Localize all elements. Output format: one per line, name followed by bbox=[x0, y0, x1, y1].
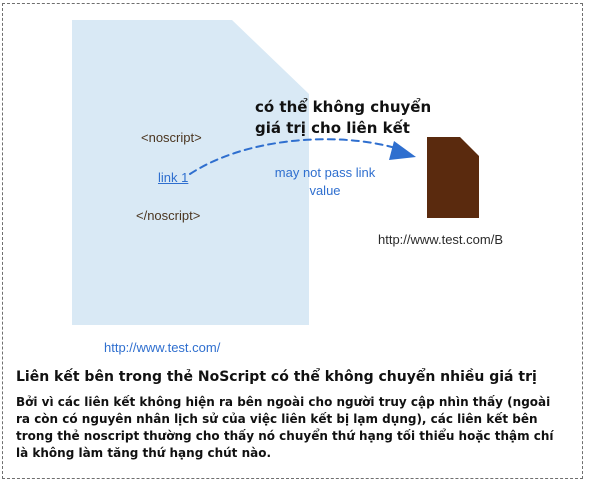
caption-title: Liên kết bên trong thẻ NoScript có thể không chuyển nhiều giá trị bbox=[16, 369, 537, 385]
noscript-close-tag: </noscript> bbox=[136, 208, 201, 223]
english-annotation-line-1: may not pass link bbox=[274, 165, 376, 180]
vietnamese-annotation: có thể không chuyển giá trị cho liên kết bbox=[255, 98, 432, 137]
caption-body: Bởi vì các liên kết không hiện ra bên ngoài cho người truy cập nhìn thấy (ngoài ra còn có nguyên nhân lịch sử của việc liên kết bị lạm dụng), các liên kết bên trong thẻ noscript thường cho thấy nó chuyển thứ hạng tối thiểu hoặc thậm chí là không làm tăng thứ hạng chút nào. bbox=[16, 395, 554, 460]
target-url-label: http://www.test.com/B bbox=[378, 232, 503, 247]
link-1[interactable]: link 1 bbox=[158, 170, 189, 185]
english-annotation bbox=[255, 164, 395, 200]
noscript-open-tag: <noscript> bbox=[141, 130, 202, 145]
english-annotation-line-2: value bbox=[309, 183, 341, 198]
arrow-head bbox=[389, 141, 416, 160]
source-url-label: http://www.test.com/ bbox=[104, 340, 221, 355]
target-page-icon bbox=[427, 137, 479, 218]
